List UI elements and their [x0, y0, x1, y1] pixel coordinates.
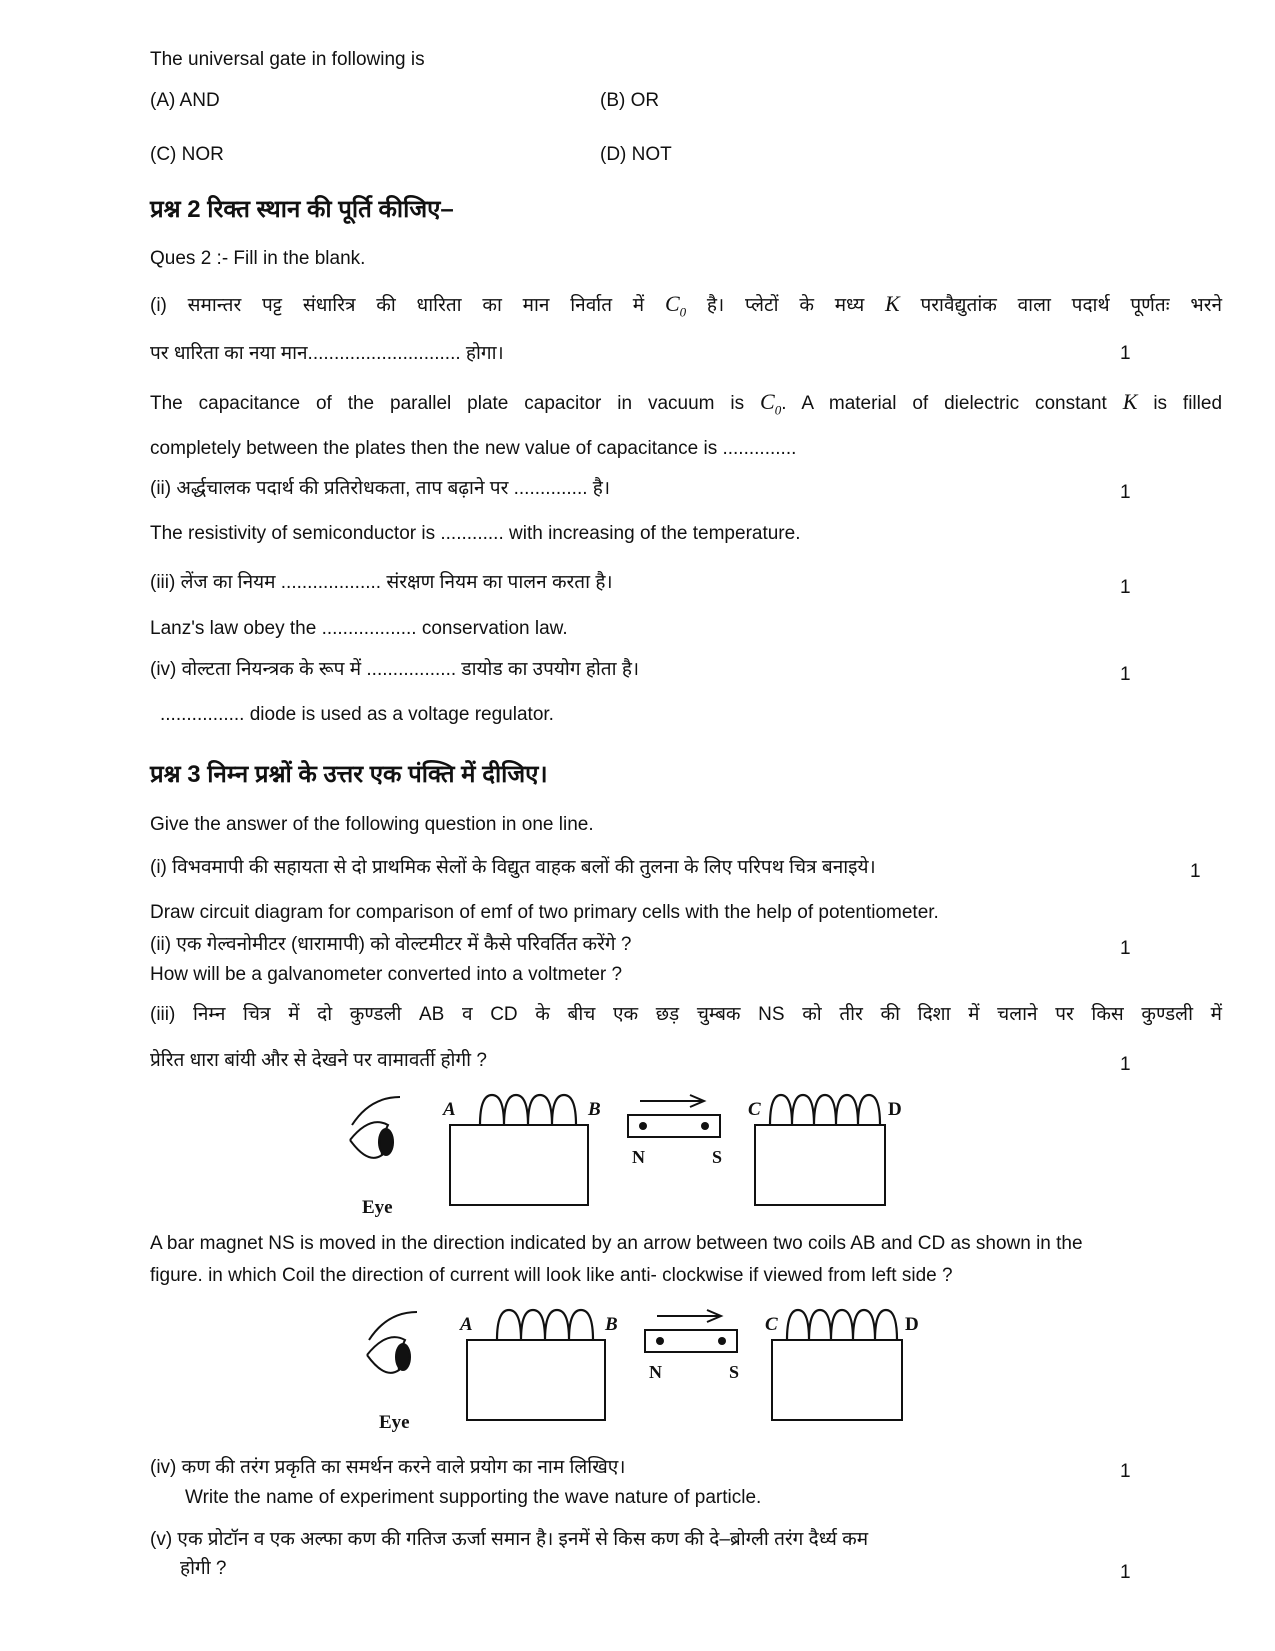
q3-i-marks: 1 — [1190, 861, 1201, 882]
magnet-label-n: N — [649, 1362, 662, 1382]
coil-ab-loops — [497, 1310, 593, 1340]
q3-iv-english: Write the name of experiment supporting the wave nature of particle. — [185, 1487, 762, 1508]
q3-v-marks: 1 — [1120, 1562, 1131, 1583]
q2-ii-english: The resistivity of semiconductor is ............ with increasing of the temperature. — [150, 523, 801, 544]
coil-label-c: C — [748, 1099, 761, 1120]
q2-i-hindi-line1 — [150, 292, 1222, 324]
q2-iii-marks: 1 — [1120, 577, 1131, 598]
coil-cd-frame — [755, 1125, 885, 1205]
q2-iv-hindi: (iv) वोल्टता नियन्त्रक के रूप में ................. डायोड का उपयोग होता है। — [150, 659, 640, 680]
coil-label-a: A — [460, 1314, 473, 1335]
q1-stem: The universal gate in following is — [150, 49, 425, 70]
magnet-label-s: S — [729, 1362, 740, 1382]
q3-heading-english: Give the answer of the following question in one line. — [150, 814, 594, 835]
q2-iv-english: ................ diode is used as a voltage regulator. — [160, 704, 554, 725]
magnet-label-s: S — [712, 1147, 723, 1167]
q3-v-hindi-line2: होगी ? — [180, 1558, 227, 1579]
eye-label: Eye — [362, 1197, 393, 1218]
q3-iv-hindi: (iv) कण की तरंग प्रकृति का समर्थन करने वाले प्रयोग का नाम लिखिए। — [150, 1457, 626, 1478]
q2-i-hindi-part-b: है। प्लेटों के मध्य — [706, 295, 865, 316]
symbol-c0: $C_0$ — [664, 291, 687, 320]
coil-ab-frame — [450, 1125, 588, 1205]
q3-i-english: Draw circuit diagram for comparison of emf of two primary cells with the help of potentiometer. — [150, 902, 939, 923]
q2-iii-english: Lanz's law obey the .................. conservation law. — [150, 618, 568, 639]
coil-label-b: B — [588, 1099, 601, 1120]
q1-option-d: (D) NOT — [600, 144, 672, 165]
coil-ab-loops — [480, 1095, 576, 1125]
q2-iv-marks: 1 — [1120, 664, 1131, 685]
q1-option-b: (B) OR — [600, 90, 660, 111]
magnet-label-n: N — [632, 1147, 645, 1167]
symbol-c0-en: $C_0$ — [760, 389, 782, 418]
q1-option-a: (A) AND — [150, 90, 220, 111]
q2-i-marks: 1 — [1120, 343, 1131, 364]
symbol-k: K — [885, 291, 900, 316]
q3-ii-english: How will be a galvanometer converted into a voltmeter ? — [150, 964, 623, 985]
symbol-k-en: K — [1122, 389, 1138, 414]
coil-cd-loops — [787, 1310, 897, 1340]
coil-cd-loops — [770, 1095, 880, 1125]
q2-heading-english: Ques 2 :- Fill in the blank. — [150, 248, 366, 269]
coil-cd-frame — [772, 1340, 902, 1420]
eye-icon — [369, 1312, 417, 1340]
q3-iii-english-line1: A bar magnet NS is moved in the direction indicated by an arrow between two coils AB and CD as shown in the — [150, 1233, 1083, 1254]
eye-icon — [352, 1097, 400, 1125]
q3-iii-hindi-line1: (iii) निम्न चित्र में दो कुण्डली AB व CD के बीच एक छड़ चुम्बक NS को तीर की दिशा में चलाने पर किस कुण्डली में — [150, 1004, 1222, 1025]
coil-label-b: B — [605, 1314, 618, 1335]
q1-option-c: (C) NOR — [150, 144, 224, 165]
coil-label-c: C — [765, 1314, 778, 1335]
q3-iii-hindi-line2: प्रेरित धारा बांयी और से देखने पर वामावर्ती होगी ? — [150, 1050, 487, 1071]
coil-label-d: D — [905, 1314, 919, 1335]
q3-i-hindi: (i) विभवमापी की सहायता से दो प्राथमिक सेलों के विद्युत वाहक बलों की तुलना के लिए परिपथ चित्र बनाइये। — [150, 857, 876, 878]
q2-ii-marks: 1 — [1120, 482, 1131, 503]
q2-heading-hindi: प्रश्न 2 रिक्त स्थान की पूर्ति कीजिए– — [150, 196, 454, 223]
coil-magnet-figure-2 — [357, 1300, 937, 1435]
coil-label-d: D — [888, 1099, 902, 1120]
eye-label: Eye — [379, 1412, 410, 1433]
coil-magnet-figure-1 — [340, 1085, 920, 1220]
q2-iii-hindi: (iii) लेंज का नियम ................... संरक्षण नियम का पालन करता है। — [150, 572, 613, 593]
q3-ii-marks: 1 — [1120, 938, 1131, 959]
q3-ii-hindi: (ii) एक गेल्वनोमीटर (धारामापी) को वोल्टमीटर में कैसे परिवर्तित करेंगे ? — [150, 934, 632, 955]
coil-label-a: A — [443, 1099, 456, 1120]
coil-ab-frame — [467, 1340, 605, 1420]
q3-heading-hindi: प्रश्न 3 निम्न प्रश्नों के उत्तर एक पंक्ति में दीजिए। — [150, 761, 548, 788]
q3-iii-marks: 1 — [1120, 1054, 1131, 1075]
q2-ii-hindi: (ii) अर्द्धचालक पदार्थ की प्रतिरोधकता, ताप बढ़ाने पर .............. है। — [150, 478, 611, 499]
q2-i-english-line1: The capacitance of the parallel plate capacitor in vacuum is $C_0$. A material of dielectric constant K is filled — [150, 389, 1223, 418]
q2-i-hindi-part-c: परावैद्युतांक वाला पदार्थ पूर्णतः भरने — [920, 295, 1223, 316]
q3-iv-marks: 1 — [1120, 1461, 1131, 1482]
q2-i-hindi-line2: पर धारिता का नया मान............................. होगा। — [150, 343, 504, 364]
q3-v-hindi-line1: (v) एक प्रोटॉन व एक अल्फा कण की गतिज ऊर्जा समान है। इनमें से किस कण की दे–ब्रोग्ली तरंग दैर्ध्य कम — [150, 1529, 869, 1550]
q2-i-hindi-part-a: (i) समान्तर पट्ट संधारित्र की धारिता का मान निर्वात में — [150, 295, 645, 316]
q3-iii-english-line2: figure. in which Coil the direction of current will look like anti- clockwise if viewed from left side ? — [150, 1265, 953, 1286]
q2-i-english-line2: completely between the plates then the new value of capacitance is .............. — [150, 438, 797, 459]
